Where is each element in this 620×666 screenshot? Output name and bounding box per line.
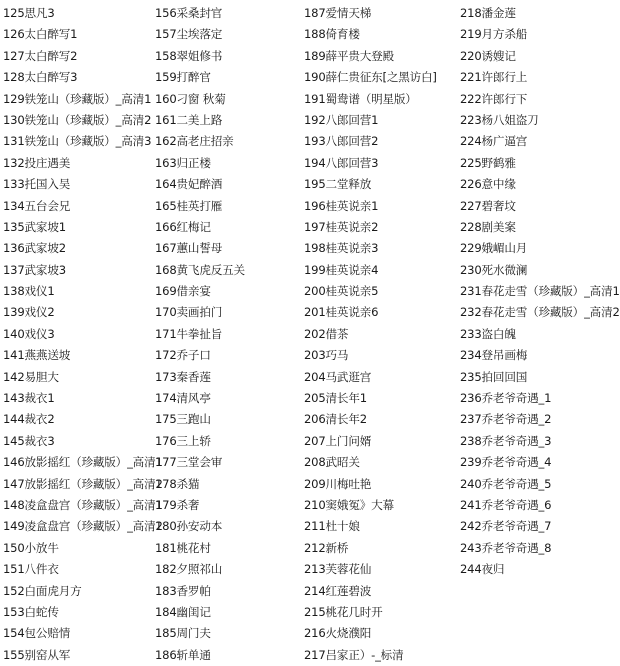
list-item: 182夕照祁山 [155, 562, 223, 577]
list-item: 144裁衣2 [3, 412, 55, 427]
list-item: 206清长年2 [304, 412, 367, 427]
list-item: 213芙蓉花仙 [304, 562, 372, 577]
list-item: 185周门夫 [155, 626, 211, 641]
list-item: 136武家坡2 [3, 241, 66, 256]
list-item: 226意中缘 [460, 177, 516, 192]
list-item: 197桂英说亲2 [304, 219, 379, 234]
list-item: 188倚育楼 [304, 27, 360, 42]
list-item: 155别窑从军 [3, 647, 71, 662]
list-item: 225野鹤雅 [460, 155, 516, 170]
list-item: 241乔老爷奇遇_6 [460, 497, 552, 512]
list-item: 214红莲碧波 [304, 583, 372, 598]
list-item: 163归正楼 [155, 155, 211, 170]
list-item: 126太白醉写1 [3, 27, 78, 42]
list-item: 164贵妃醉酒 [155, 177, 223, 192]
list-item: 184幽闺记 [155, 604, 211, 619]
list-item: 153白蛇传 [3, 604, 59, 619]
list-item: 147放影摇红（珍藏版）_高清2 [3, 476, 163, 491]
list-item: 187爱情天梯 [304, 6, 372, 20]
list-item: 233盗白魄 [460, 326, 516, 341]
list-item: 148凌盒盘宫（珍藏版）_高清1 [3, 497, 163, 512]
list-item: 143裁衣1 [3, 391, 55, 406]
list-item: 242乔老爷奇遇_7 [460, 519, 552, 534]
list-item: 207上门问婿 [304, 433, 372, 448]
list-item: 235拍回回国 [460, 369, 528, 384]
list-item: 131铁笼山（珍藏版）_高清3 [3, 134, 152, 149]
list-item: 142易胆大 [3, 369, 59, 384]
list-item: 232春花走雪（珍藏版）_高清2 [460, 305, 620, 320]
list-item: 183香罗帕 [155, 583, 211, 598]
list-item: 189薛平贵大登殿 [304, 48, 394, 63]
list-item: 174清风亭 [155, 391, 211, 406]
list-item: 215桃花几时开 [304, 604, 383, 619]
list-item: 218潘金莲 [460, 6, 516, 20]
list-item: 243乔老爷奇遇_8 [460, 540, 552, 555]
list-item: 125思凡3 [3, 6, 55, 20]
list-item: 167蕙山誓母 [155, 241, 223, 256]
list-item: 162高老庄招亲 [155, 134, 234, 149]
list-item: 240乔老爷奇遇_5 [460, 476, 552, 491]
list-item: 130铁笼山（珍藏版）_高清2 [3, 112, 152, 127]
list-item: 139戏仪2 [3, 305, 55, 320]
list-item: 192八郎回营1 [304, 112, 379, 127]
list-item: 145裁衣3 [3, 433, 55, 448]
list-item: 150小放牛 [3, 540, 59, 555]
list-item: 211杜十娘 [304, 519, 360, 534]
column-2 [151, 0, 302, 662]
list-item: 151八件衣 [3, 562, 59, 577]
list-item: 161二美上路 [155, 112, 223, 127]
list-item: 158翠姐修书 [155, 48, 223, 63]
list-item: 210窦娥冤》大幕 [304, 497, 394, 512]
list-item: 194八郎回营3 [304, 155, 379, 170]
list-item: 140戏仪3 [3, 326, 55, 341]
column-4 [460, 0, 620, 600]
list-item: 205清长年1 [304, 391, 367, 406]
list-item: 149凌盒盘宫（珍藏版）_高清2 [3, 519, 163, 534]
column-3 [302, 0, 460, 662]
list-item: 230死水微澜 [460, 262, 528, 277]
list-item: 208武昭关 [304, 455, 360, 470]
list-item: 224杨广逼宫 [460, 134, 528, 149]
list-item: 231春花走雪（珍藏版）_高清1 [460, 284, 620, 299]
list-item: 175三跑山 [155, 412, 211, 427]
list-item: 217吕家正）-_标清 [304, 647, 404, 662]
list-item: 201桂英说亲6 [304, 305, 379, 320]
list-item: 200桂英说亲5 [304, 284, 379, 299]
list-item: 229娥嵋山月 [460, 241, 528, 256]
list-item: 146放影摇红（珍藏版）_高清1 [3, 455, 163, 470]
list-item: 191蜀鸯谱（明星版） [304, 91, 417, 106]
list-item: 222许郎行下 [460, 91, 528, 106]
list-item: 141燕燕送坡 [3, 348, 71, 363]
list-item: 172乔子口 [155, 348, 211, 363]
list-item: 234登吊画梅 [460, 348, 528, 363]
list-item: 154包公赔情 [3, 626, 71, 641]
list-item: 168黄飞虎反五关 [155, 262, 245, 277]
list-item: 203巧马 [304, 348, 349, 363]
list-item: 177三堂会审 [155, 455, 223, 470]
list-item: 193八郎回营2 [304, 134, 379, 149]
list-item: 170卖画拍门 [155, 305, 223, 320]
list-item: 156采桑封官 [155, 6, 223, 20]
list-item: 190薛仁贵征东[之黑访白] [304, 70, 437, 85]
list-item: 209川梅吐艳 [304, 476, 372, 491]
list-item: 204马武逛宫 [304, 369, 372, 384]
list-item: 216火烧濮阳 [304, 626, 372, 641]
list-item: 219月方杀船 [460, 27, 528, 42]
list-item: 223杨八姐盗刀 [460, 112, 539, 127]
list-item: 165桂英打雁 [155, 198, 223, 213]
list-item: 166红梅记 [155, 219, 211, 234]
list-item: 238乔老爷奇遇_3 [460, 433, 552, 448]
list-item: 159打醉官 [155, 70, 211, 85]
list-item: 135武家坡1 [3, 219, 66, 234]
list-item: 181桃花村 [155, 540, 211, 555]
list-item: 129铁笼山（珍藏版）_高清1 [3, 91, 152, 106]
list-item: 237乔老爷奇遇_2 [460, 412, 552, 427]
list-item: 137武家坡3 [3, 262, 66, 277]
list-item: 134五台会兄 [3, 198, 71, 213]
list-item: 169借亲宴 [155, 284, 211, 299]
list-item: 171牛拳扯旨 [155, 326, 223, 341]
list-item: 244夜归 [460, 562, 505, 577]
list-item: 133托国入吴 [3, 177, 71, 192]
list-item: 180孙安动本 [155, 519, 223, 534]
list-item: 228剧美案 [460, 219, 516, 234]
list-item: 195二堂释放 [304, 177, 372, 192]
list-item: 239乔老爷奇遇_4 [460, 455, 552, 470]
list-item: 196桂英说亲1 [304, 198, 379, 213]
list-item: 220诱嫂记 [460, 48, 516, 63]
list-item: 236乔老爷奇遇_1 [460, 391, 552, 406]
list-item: 128太白醉写3 [3, 70, 78, 85]
list-item: 199桂英说亲4 [304, 262, 379, 277]
list-item: 221许郎行上 [460, 70, 528, 85]
column-1 [0, 0, 163, 662]
list-item: 157尘埃落定 [155, 27, 223, 42]
list-item: 202借茶 [304, 326, 349, 341]
list-item: 132投庄遇美 [3, 155, 71, 170]
list-item: 138戏仪1 [3, 284, 55, 299]
list-item: 178杀猫 [155, 476, 200, 491]
list-item: 176三上轿 [155, 433, 211, 448]
list-item: 173秦香莲 [155, 369, 211, 384]
list-item: 152白面虎月方 [3, 583, 82, 598]
list-item: 212新桥 [304, 540, 349, 555]
list-item: 186斩单通 [155, 647, 211, 662]
list-item: 127太白醉写2 [3, 48, 78, 63]
list-item: 179杀奢 [155, 497, 200, 512]
list-item: 227碧奢坟 [460, 198, 516, 213]
list-item: 198桂英说亲3 [304, 241, 379, 256]
list-item: 160刁窗 秋菊 [155, 91, 226, 106]
